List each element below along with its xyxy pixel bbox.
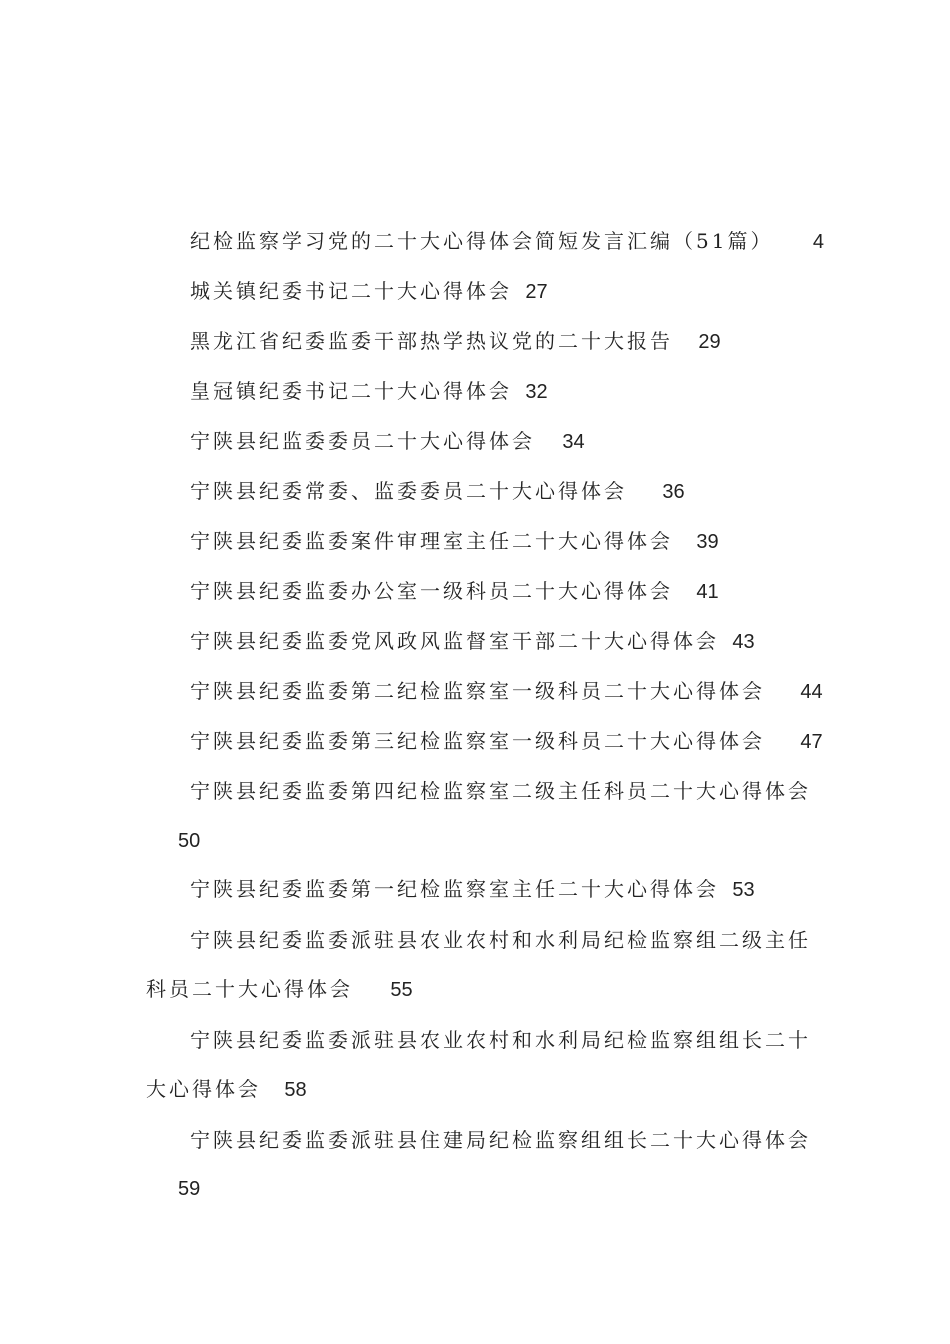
- toc-entry-title: 宁陕县纪委监委案件审理室主任二十大心得体会: [190, 529, 673, 553]
- toc-entry-page: 34: [562, 431, 585, 453]
- toc-entry-page: 58: [284, 1079, 307, 1101]
- toc-entry-title: 科员二十大心得体会: [146, 977, 353, 1001]
- toc-entry-title: 城关镇纪委书记二十大心得体会: [190, 279, 512, 303]
- toc-entry-title: 黑龙江省纪委监委干部热学热议党的二十大报告: [190, 329, 673, 353]
- toc-entry-title: 宁陕县纪委监委第二纪检监察室一级科员二十大心得体会: [190, 679, 765, 703]
- toc-entry: [190, 376, 548, 407]
- toc-entry-page: 47: [800, 731, 823, 753]
- toc-entry-continuation: [146, 1074, 307, 1105]
- toc-entry-title: 宁陕县纪委监委第一纪检监察室主任二十大心得体会: [190, 877, 719, 901]
- toc-entry: [190, 276, 548, 307]
- toc-entry-page-line: [178, 1173, 200, 1204]
- toc-entry-title: 宁陕县纪监委委员二十大心得体会: [190, 429, 535, 453]
- toc-entry-title: 宁陕县纪委监委派驻县农业农村和水利局纪检监察组组长二十: [190, 1028, 811, 1052]
- toc-entry: [190, 874, 755, 905]
- toc-entry-page: 44: [800, 681, 823, 703]
- toc-entry-title-line: [190, 925, 811, 955]
- toc-entry-title: 宁陕县纪委常委、监委委员二十大心得体会: [190, 479, 627, 503]
- toc-entry-title-line: [190, 776, 811, 806]
- toc-entry-page: 27: [525, 281, 548, 303]
- toc-entry-title-line: [190, 1125, 811, 1155]
- toc-entry-title-line: [190, 1025, 811, 1055]
- toc-entry-title: 宁陕县纪委监委第三纪检监察室一级科员二十大心得体会: [190, 729, 765, 753]
- toc-entry: [190, 576, 719, 607]
- toc-entry: [190, 426, 585, 457]
- toc-entry: [190, 676, 823, 707]
- toc-entry-page: 4: [812, 231, 824, 253]
- toc-entry-title: 宁陕县纪委监委派驻县住建局纪检监察组组长二十大心得体会: [190, 1128, 811, 1152]
- toc-entry-page: 41: [696, 581, 719, 603]
- toc-entry-page: 39: [696, 531, 719, 553]
- toc-entry: [190, 526, 719, 557]
- toc-entry-page: 43: [732, 631, 755, 653]
- toc-entry-continuation: [146, 974, 413, 1005]
- toc-entry: [190, 226, 824, 257]
- toc-entry-page: 50: [178, 830, 201, 852]
- toc-entry-page: 36: [662, 481, 685, 503]
- toc-entry-page: 59: [178, 1178, 201, 1200]
- toc-entry-title: 皇冠镇纪委书记二十大心得体会: [190, 379, 512, 403]
- toc-entry-page: 55: [390, 979, 413, 1001]
- toc-entry: [190, 476, 685, 507]
- toc-entry-title: 纪检监察学习党的二十大心得体会简短发言汇编（51篇）: [190, 229, 774, 253]
- toc-entry: [190, 726, 823, 757]
- toc-entry: [190, 626, 755, 657]
- toc-entry: [190, 326, 721, 357]
- toc-entry-page: 29: [698, 331, 721, 353]
- toc-entry-page: 53: [732, 879, 755, 901]
- toc-entry-page-line: [178, 825, 200, 856]
- toc-entry-title: 宁陕县纪委监委办公室一级科员二十大心得体会: [190, 579, 673, 603]
- toc-entry-page: 32: [525, 381, 548, 403]
- toc-entry-title: 宁陕县纪委监委派驻县农业农村和水利局纪检监察组二级主任: [190, 928, 811, 952]
- toc-entry-title: 大心得体会: [146, 1077, 261, 1101]
- toc-entry-title: 宁陕县纪委监委第四纪检监察室二级主任科员二十大心得体会: [190, 779, 811, 803]
- toc-entry-title: 宁陕县纪委监委党风政风监督室干部二十大心得体会: [190, 629, 719, 653]
